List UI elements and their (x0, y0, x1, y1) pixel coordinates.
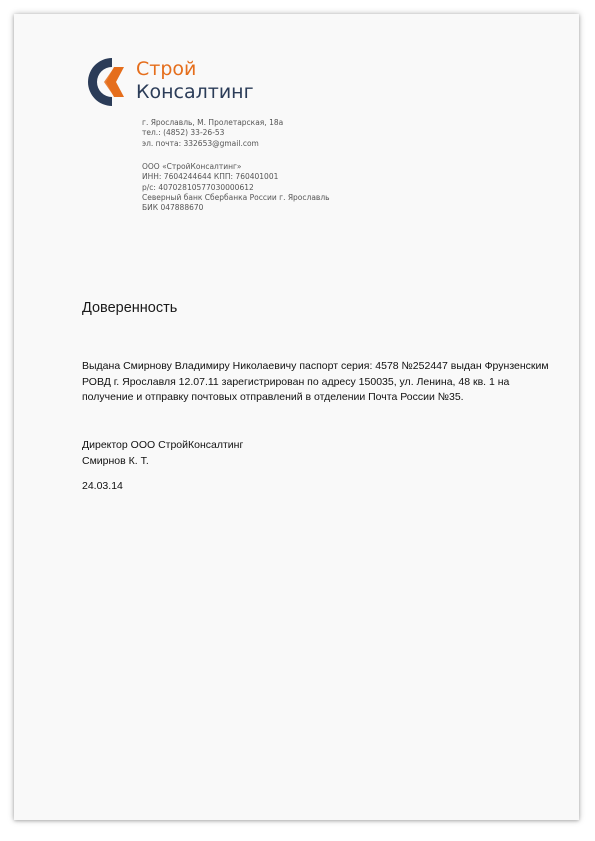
email-line: эл. почта: 332653@gmail.com (142, 138, 259, 148)
org-name-line: ООО «СтройКонсалтинг» (142, 162, 242, 171)
body-line: РОВД г. Ярославля 12.07.11 зарегистрирован по адресу 150035, ул. Ленина, 48 кв. 1 на (82, 375, 510, 388)
company-name-line2: Консалтинг (136, 81, 254, 103)
company-logo-icon (82, 54, 132, 110)
company-requisites (142, 162, 330, 213)
address-line: г. Ярославль, М. Пролетарская, 18а (142, 118, 284, 127)
phone-line: тел.: (4852) 33-26-53 (142, 128, 225, 138)
bank-line: Северный банк Сбербанка России г. Ярославль (142, 192, 330, 202)
signature-block (82, 438, 243, 469)
body-line: Выдана Смирнову Владимиру Николаевичу паспорт серия: 4578 №252447 выдан Фрунзенским (82, 360, 549, 372)
document-title: Доверенность (82, 300, 178, 316)
inn-kpp-line: ИНН: 7604244644 КПП: 760401001 (142, 172, 279, 182)
account-line: р/с: 40702810577030000612 (142, 182, 254, 192)
body-line: получение и отправку почтовых отправлений в отделении Почта России №35. (82, 391, 464, 403)
company-name (136, 58, 254, 104)
document-page (14, 14, 579, 820)
company-name-line1: Строй (136, 58, 197, 80)
signer-position: Директор ООО СтройКонсалтинг (82, 439, 244, 451)
bik-line: БИК 047888670 (142, 203, 204, 213)
contact-info (142, 118, 283, 149)
document-body (82, 359, 549, 406)
document-date: 24.03.14 (82, 480, 123, 492)
signer-name: Смирнов К. Т. (82, 454, 149, 467)
